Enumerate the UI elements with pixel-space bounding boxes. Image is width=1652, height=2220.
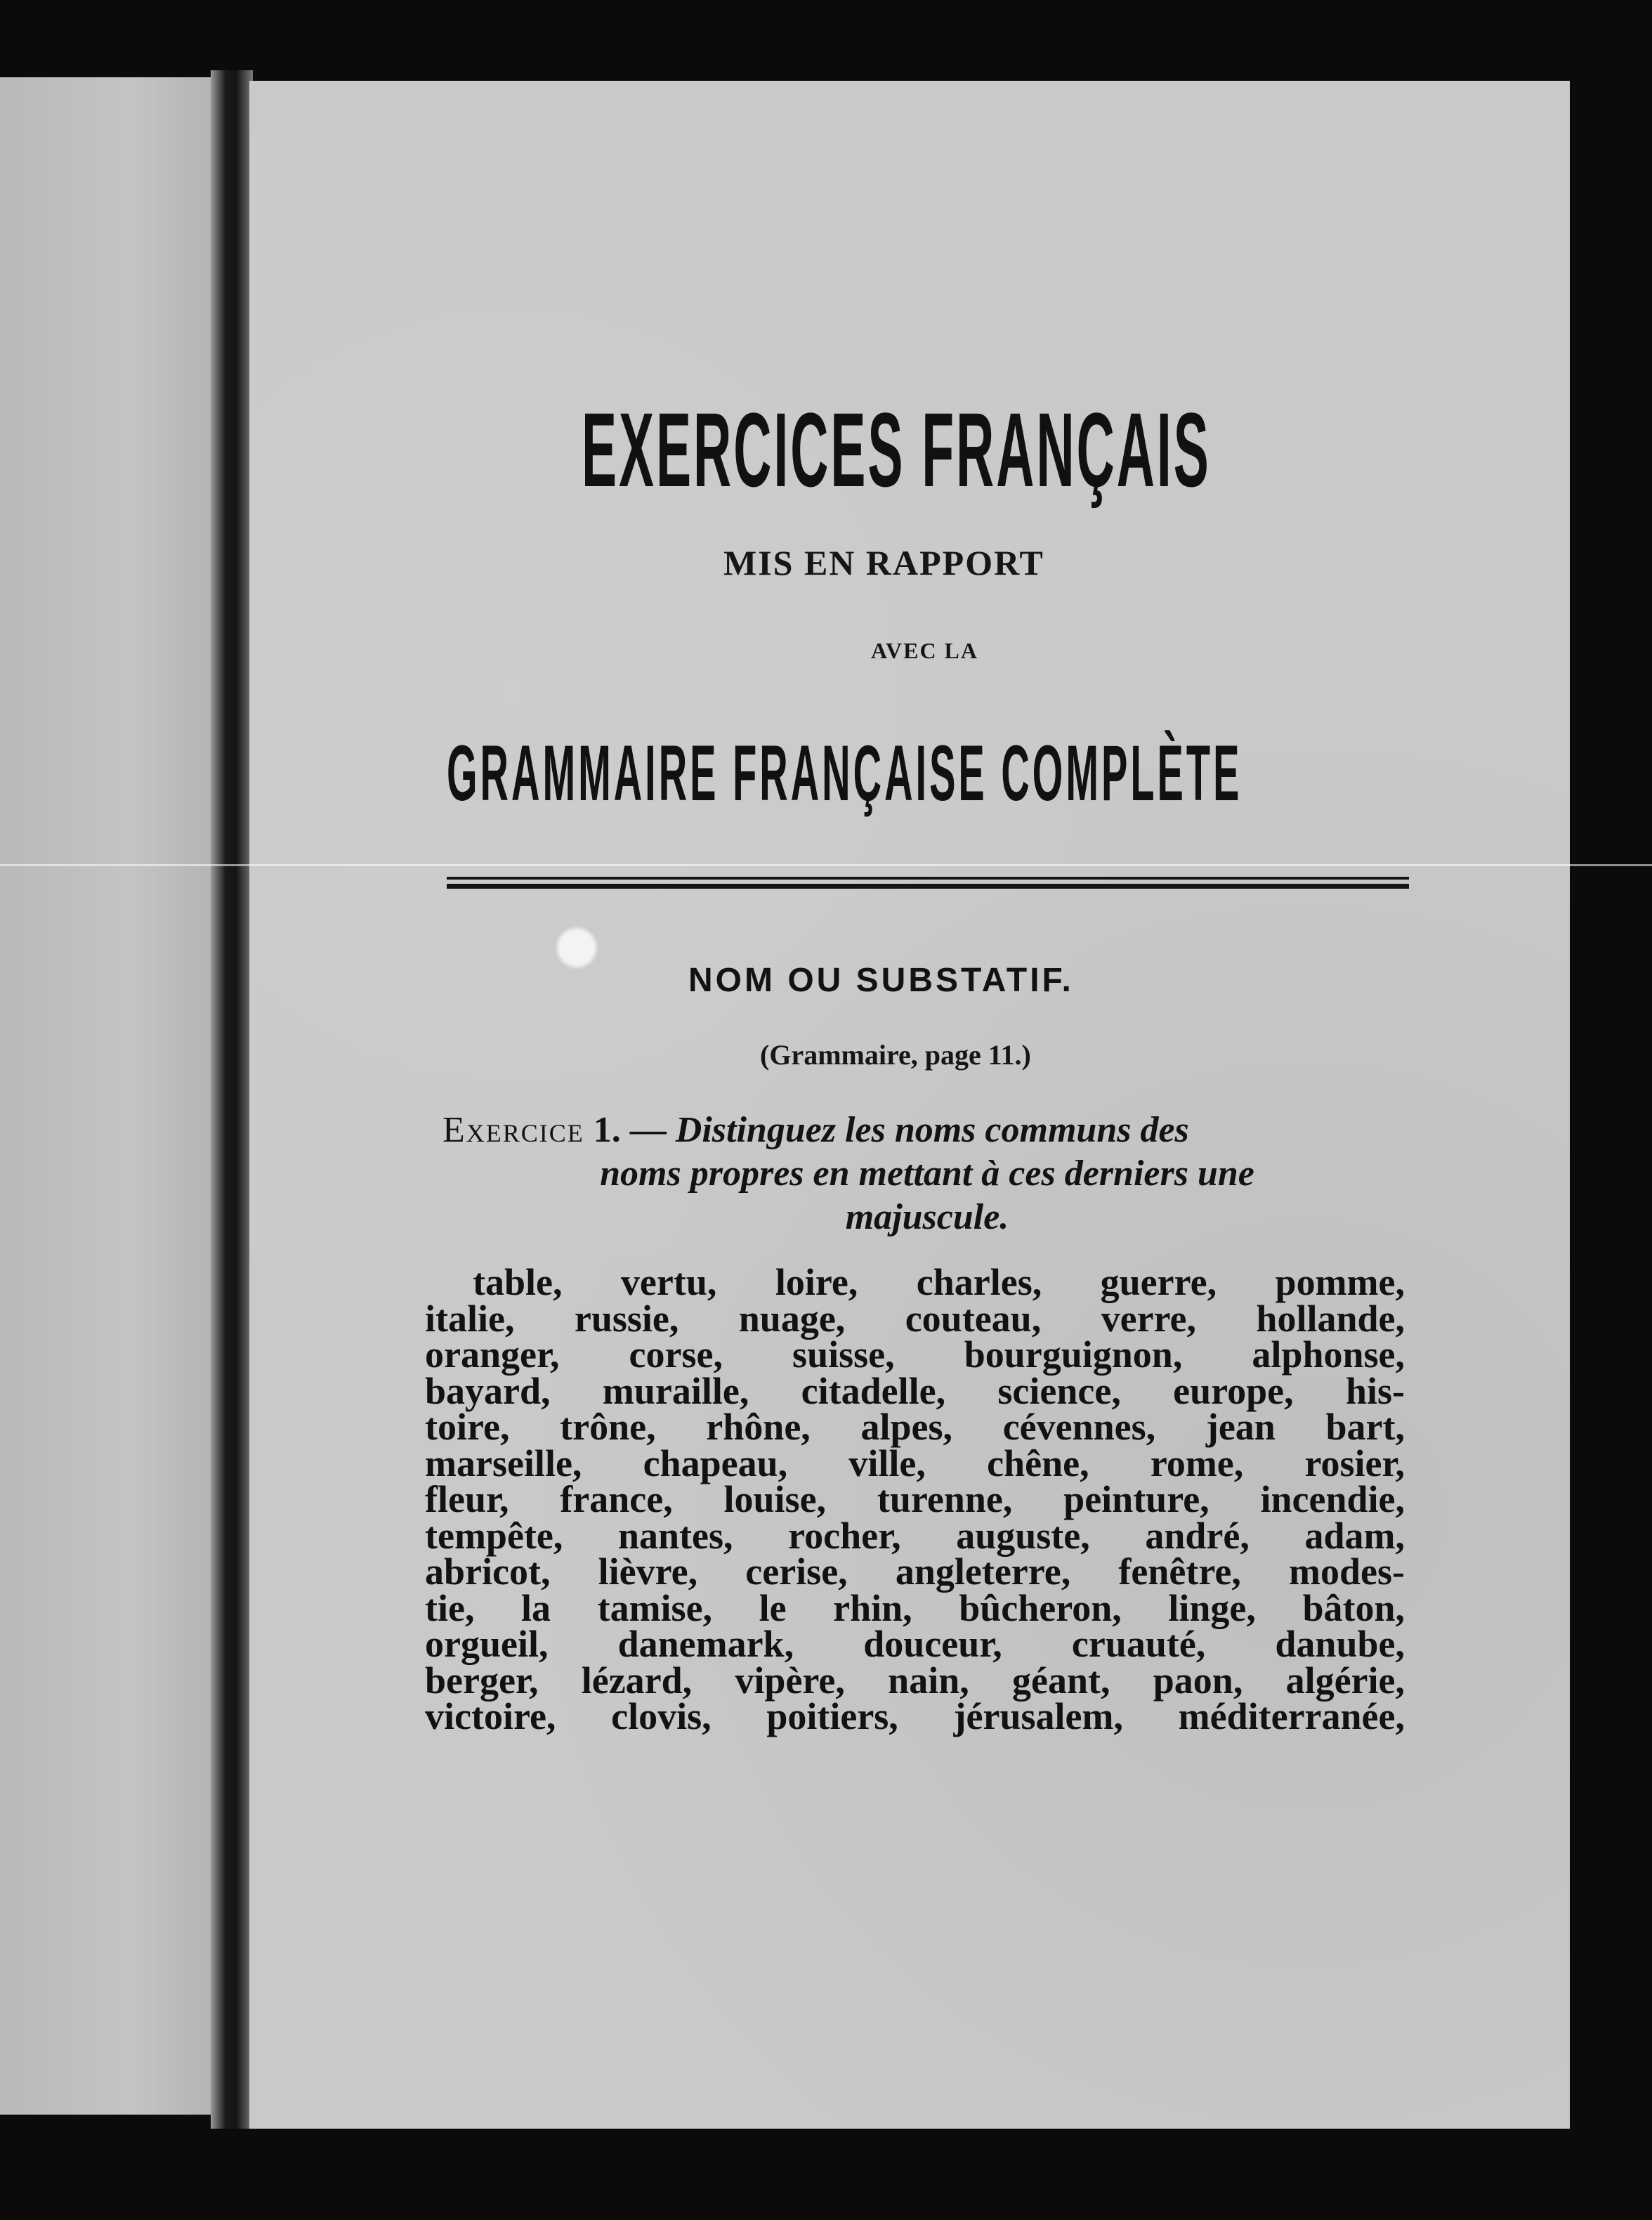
section-heading: NOM OU SUBSTATIF.	[688, 962, 1074, 999]
double-rule-divider	[447, 877, 1409, 891]
exercise-heading	[442, 1109, 1405, 1239]
exercise-instruction-line-2: noms propres en mettant à ces derniers une	[600, 1154, 1254, 1194]
exercise-number: 1. —	[593, 1110, 667, 1150]
word-line: bayard, muraille, citadelle, science, europe, his-	[425, 1369, 1405, 1412]
previous-page-edge	[0, 77, 218, 2115]
book-gutter	[211, 70, 253, 2129]
rule-thick-line	[447, 884, 1409, 889]
word-line: abricot, lièvre, cerise, angleterre, fenêtre, modes-	[425, 1550, 1405, 1593]
word-line: oranger, corse, suisse, bourguignon, alphonse,	[425, 1333, 1405, 1376]
grammar-title: GRAMMAIRE FRANÇAISE COMPLÈTE	[447, 729, 1243, 817]
subtitle-line-2: AVEC LA	[871, 638, 978, 663]
exercise-word-list	[425, 1261, 1405, 1737]
word-line: orgueil, danemark, douceur, cruauté, danube,	[425, 1623, 1405, 1665]
word-line: berger, lézard, vipère, nain, géant, paon, algérie,	[425, 1659, 1405, 1702]
word-line: italie, russie, nuage, couteau, verre, hollande,	[425, 1297, 1405, 1340]
book-page	[249, 81, 1570, 2129]
grammar-title-block	[447, 729, 1416, 818]
word-line: victoire, clovis, poitiers, jérusalem, méditerranée,	[425, 1695, 1405, 1737]
exercise-instruction-line-3: majuscule.	[845, 1197, 1009, 1237]
word-line: tie, la tamise, le rhin, bûcheron, linge, bâton,	[425, 1586, 1405, 1629]
library-stamp	[555, 926, 598, 969]
word-line: marseille, chapeau, ville, chêne, rome, rosier,	[425, 1442, 1405, 1484]
word-line: tempête, nantes, rocher, auguste, andré, adam,	[425, 1514, 1405, 1557]
word-line: toire, trône, rhône, alpes, cévennes, jean bart,	[425, 1406, 1405, 1448]
subtitle-line-1: MIS EN RAPPORT	[723, 543, 1044, 582]
word-line: fleur, france, louise, turenne, peinture, incendie,	[425, 1478, 1405, 1520]
scan-artifact-line	[0, 864, 1652, 866]
exercise-instruction-line-1: Distinguez les noms communs des	[675, 1110, 1189, 1150]
page-title: EXERCICES FRANÇAIS	[582, 391, 1211, 509]
grammar-reference: (Grammaire, page 11.)	[760, 1039, 1031, 1071]
page-title-block	[582, 391, 1284, 509]
rule-thin-line	[447, 877, 1409, 880]
word-line: table, vertu, loire, charles, guerre, pomme,	[473, 1261, 1405, 1303]
exercise-label: Exercice	[442, 1110, 584, 1150]
